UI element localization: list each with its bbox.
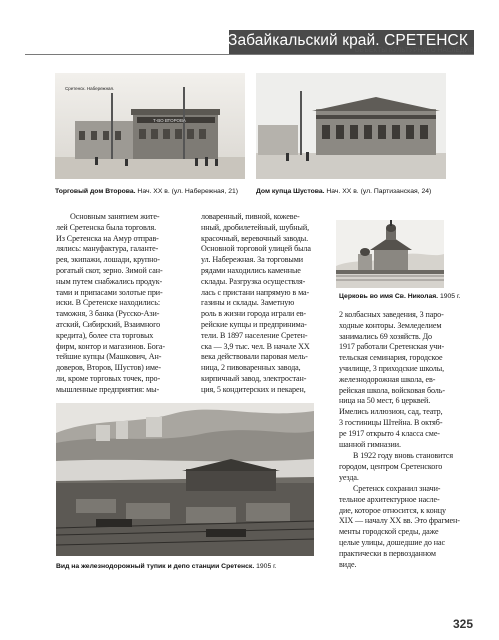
caption-church — [339, 292, 473, 301]
photo-st-nicholas-church — [336, 220, 444, 288]
text-column-3-paragraph-3: Сретенск сохранил значи- тельное архитектурное насле- дие, которое относится, к концу XIX — началу XX вв. Это фрагмен- менты городской среды, даже целые улицы, дошедшие до нас практически в первозданном виде. — [339, 484, 460, 569]
caption-details: Нач. XX в. (ул. Набережная, 21) — [135, 188, 239, 195]
photo-inscription: Сретенск. Набережная. — [65, 86, 115, 91]
caption-details: Нач. XX в. (ул. Партизанская, 24) — [324, 188, 432, 195]
header-divider — [25, 54, 474, 55]
page-number: 325 — [452, 617, 473, 631]
caption-shustov — [256, 187, 476, 196]
caption-title: Дом купца Шустова. — [256, 188, 325, 195]
caption-depot — [56, 562, 326, 571]
page-header-subtitle: ОБЪЕКТЫ КУЛЬТУРНОГО НАСЛЕДИЯ — [354, 47, 474, 54]
caption-title: Торговый дом Второва. — [55, 188, 136, 195]
caption-details: 1905 г. — [254, 563, 277, 570]
text-column-1: Основным занятием жите- лей Сретенска была торговля. Из Сретенска на Амур отправ- лялись: мануфактура, галанте- рея, экипажи, лошади, крупно- рогатый скот, зерно. Зимой сан- ным путем снабжались продук- тами и припасами золотые при- иски. В Сретенске находились: таможня, 3 банка (Русско-Ази- атский, Сибирский, Взаимного кредита), более ста торговых фирм, контор и магазинов. Бога- тейшие купцы (Машкович, Ан- доверов, Второв, Шустов) име- ли, кроме торговых точек, про- мышленные предприятия: мы- — [56, 212, 166, 394]
shop-sign: Т-ВО ВТОРОВА — [153, 118, 186, 123]
caption-title: Вид на железнодорожный тупик и депо станции Сретенск. — [56, 563, 255, 570]
photo-shustov-house — [256, 73, 446, 179]
page-header-title: Забайкальский край. СРЕТЕНСК — [228, 32, 468, 49]
text-column-2: ловаренный, пивной, кожеве- нный, дробилетейный, шубный, красочный, веревочный заводы. Основной торговой улицей была ул. Набережная. За торговыми рядами находились каменные склады. Разгрузка осуществля- лась с пристани напрямую в ма- газины и склады. Заметную роль в жизни города играли ев- рейские купцы и предпринима- тели. В 1897 население Сретен- ска — 3,9 тыс. чел. В начале XX века действовали паровая мель- ница, 2 пивоваренных завода, кирпичный завод, электростан- ция, 5 кондитерских и пекарен, — [201, 212, 311, 394]
text-column-3-paragraph-2: В 1922 году вновь становится городом, центром Сретенского уезда. — [339, 451, 453, 482]
text-column-3-paragraph-1: 2 колбасных заведения, 3 паро- ходные конторы. Земледелием занимались 69 хозяйств. До 1917 работали Сретенская учи- тельская семинария, городское училище, 3 приходские школы, железнодорожная школа, ев- рейская школа, войсковая боль- ница на 50 мест, 6 церквей. Имелись иллюзион, сад, театр, 3 гостиницы Штейна. В октяб- ре 1917 открыто 4 класса сме- шанной гимназии. — [339, 310, 445, 449]
caption-title: Церковь во имя Св. Николая. — [339, 293, 439, 300]
photo-railway-depot — [56, 403, 314, 556]
photo-vtorov-trading-house — [55, 73, 245, 179]
caption-details: 1905 г. — [438, 293, 461, 300]
caption-vtorov — [55, 187, 255, 196]
